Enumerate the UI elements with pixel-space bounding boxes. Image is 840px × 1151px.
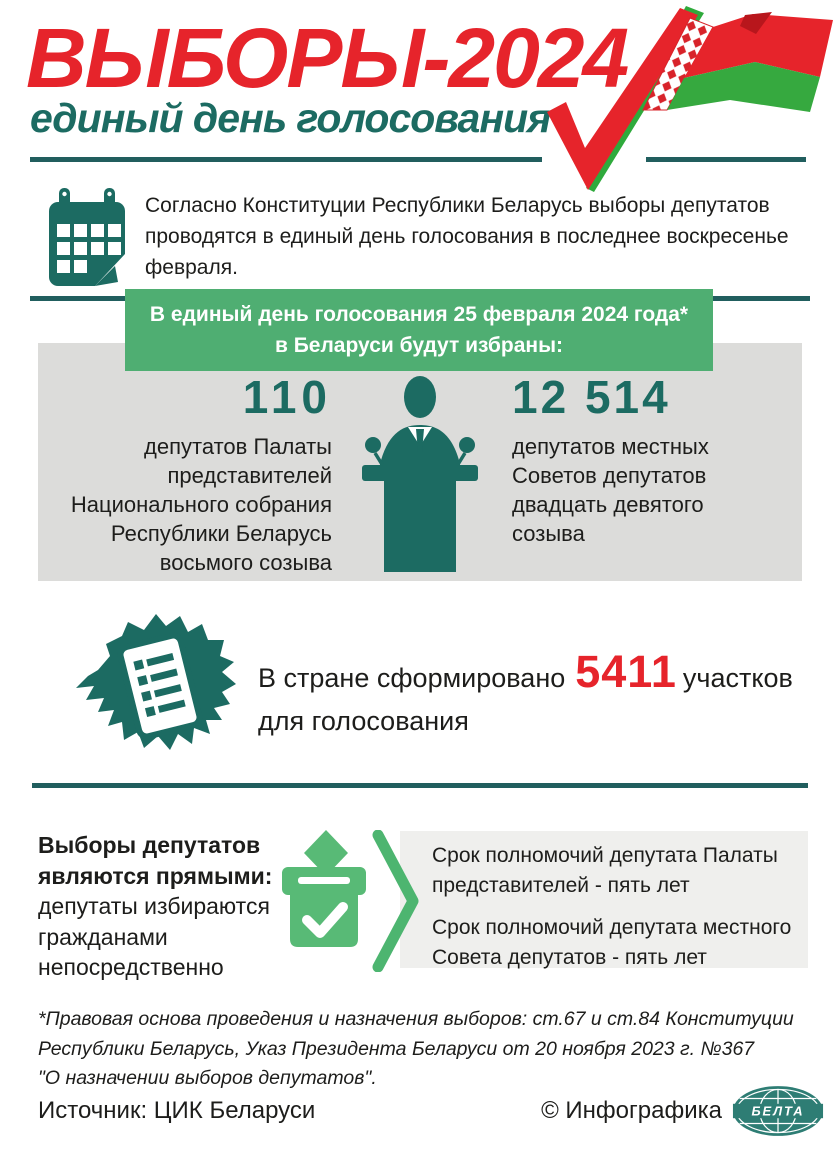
credit (541, 1085, 824, 1137)
stat-label-line: созыва (512, 520, 585, 546)
stat-label-line: Национального собрания (70, 491, 332, 517)
direct-line: непосредственно (38, 954, 224, 980)
page-title: ВЫБОРЫ-2024 (26, 11, 628, 105)
banner (125, 289, 713, 371)
stat-local-deputies (512, 372, 812, 548)
copyright-text: © Инфографика (541, 1097, 722, 1124)
intro-text (145, 190, 789, 283)
stat-value: 110 (242, 371, 332, 423)
podium-speaker-icon (356, 372, 484, 572)
stat-parliament-deputies (55, 372, 332, 577)
terms-panel (400, 831, 808, 968)
term-item (432, 841, 808, 901)
stat-label-line: представителей (167, 462, 332, 488)
stat-label-line: Советов депутатов (512, 462, 707, 488)
term-line: представителей - пять лет (432, 874, 690, 897)
belarus-flag-checkmark-icon (540, 0, 840, 200)
stat-label-line: Республики Беларусь (110, 520, 332, 546)
intro-line: февраля. (145, 256, 238, 279)
term-item (432, 913, 808, 973)
stations-text-after: участков (682, 663, 793, 693)
divider (32, 783, 808, 788)
ballot-box-icon (276, 828, 372, 950)
footnote-line: Республики Беларусь, Указ Президента Беларуси от 20 ноября 2023 г. №367 (38, 1037, 755, 1060)
stat-label-line: восьмого созыва (159, 549, 332, 575)
stat-label-line: двадцать девятого (512, 491, 704, 517)
belarus-map-ballot-icon (68, 606, 246, 764)
stat-label-line: депутатов Палаты (144, 433, 332, 459)
direct-bold-line: Выборы депутатов (38, 832, 261, 858)
banner-line1: В единый день голосования 25 февраля 2024 года* (149, 303, 689, 326)
chevron-icon (372, 830, 420, 972)
belta-logo-text: БЕЛТА (751, 1103, 805, 1119)
intro-line: Согласно Конституции Республики Беларусь выборы депутатов (145, 194, 770, 217)
direct-line: гражданами (38, 923, 168, 950)
term-line: Срок полномочий депутата Палаты (432, 844, 778, 867)
term-line: Совета депутатов - пять лет (432, 946, 707, 969)
stations-count: 5411 (575, 646, 677, 697)
term-line: Срок полномочий депутата местного (432, 916, 792, 939)
belta-logo (732, 1085, 824, 1137)
footnote-line: *Правовая основа проведения и назначения выборов: ст.67 и ст.84 Конституции (38, 1008, 794, 1030)
direct-bold-line: являются прямыми: (38, 862, 273, 889)
stations-line2: для голосования (258, 706, 469, 736)
footnote (38, 1005, 794, 1094)
stations-text-before: В стране сформировано (258, 663, 566, 693)
page-subtitle: единый день голосования (30, 95, 551, 141)
source-text: Источник: ЦИК Беларуси (38, 1097, 316, 1124)
calendar-icon (45, 188, 129, 290)
direct-line: депутаты избираются (38, 893, 270, 919)
divider (30, 157, 542, 162)
footnote-line: "О назначении выборов депутатов". (38, 1067, 377, 1089)
banner-line2: в Беларуси будут избраны: (274, 334, 564, 357)
intro-line: проводятся в единый день голосования в последнее воскресенье (145, 225, 789, 248)
direct-elections-text (38, 830, 272, 983)
stations-text (258, 646, 793, 737)
stat-value: 12 514 (512, 371, 671, 423)
stat-label-line: депутатов местных (512, 433, 709, 459)
